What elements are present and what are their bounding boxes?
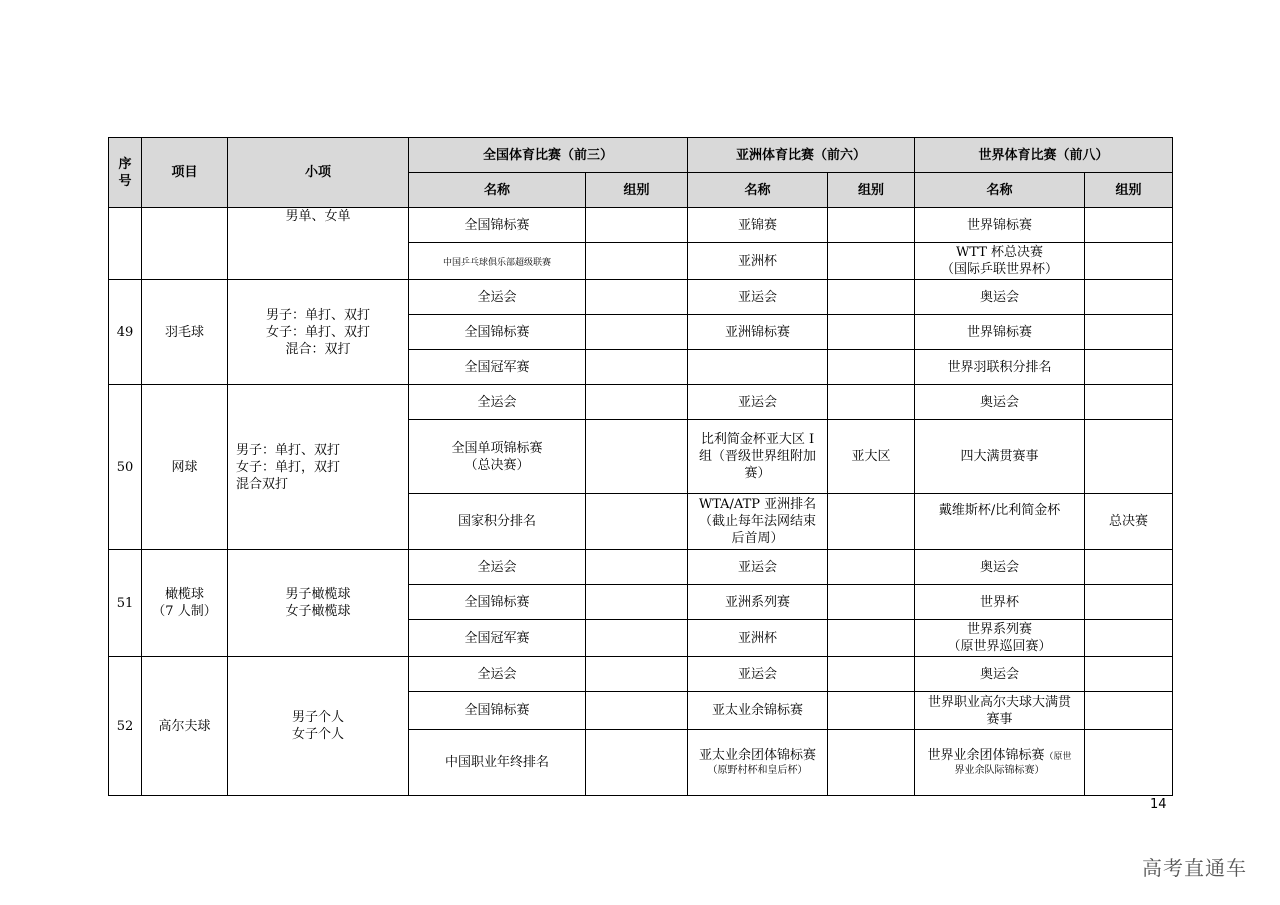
world-name-cell: 世界羽联积分排名	[915, 350, 1085, 385]
national-name-cell: 全运会	[409, 550, 586, 585]
header-project: 项目	[142, 138, 228, 208]
world-group-cell	[1085, 620, 1173, 657]
header-national-group: 组别	[586, 173, 688, 208]
world-name-cell: 奥运会	[915, 657, 1085, 692]
header-world-name: 名称	[915, 173, 1085, 208]
asian-name-cell: 亚锦赛	[688, 208, 828, 243]
world-group-cell	[1085, 692, 1173, 730]
world-name-cell: 世界锦标赛	[915, 208, 1085, 243]
world-group-cell	[1085, 420, 1173, 494]
seq-cell: 52	[109, 657, 142, 796]
project-cell: 羽毛球	[142, 280, 228, 385]
national-name-cell: 全国锦标赛	[409, 315, 586, 350]
national-name-cell: 全国锦标赛	[409, 208, 586, 243]
asian-name-cell	[688, 350, 828, 385]
table-row	[109, 280, 1173, 315]
asian-name-cell: 亚洲杯	[688, 620, 828, 657]
subitem-cell: 男子橄榄球 女子橄榄球	[228, 550, 409, 657]
national-name-cell: 国家积分排名	[409, 494, 586, 550]
header-world-group: 组别	[1085, 173, 1173, 208]
national-name-cell: 全国单项锦标赛 （总决赛）	[409, 420, 586, 494]
national-group-cell	[586, 657, 688, 692]
national-group-cell	[586, 420, 688, 494]
world-group-cell	[1085, 550, 1173, 585]
project-cell: 高尔夫球	[142, 657, 228, 796]
asian-group-cell	[828, 550, 915, 585]
national-group-cell	[586, 585, 688, 620]
watermark: 高考直通车	[1142, 856, 1247, 880]
header-asian: 亚洲体育比赛（前六）	[688, 138, 915, 173]
world-name-cell: 戴维斯杯/比利简金杯	[915, 494, 1085, 550]
national-name-cell: 全运会	[409, 385, 586, 420]
asian-group-cell	[828, 350, 915, 385]
page-number: 14	[1150, 797, 1167, 812]
national-group-cell	[586, 280, 688, 315]
national-name-cell: 全国锦标赛	[409, 585, 586, 620]
national-name-cell: 全国冠军赛	[409, 350, 586, 385]
subitem-cell: 男子个人 女子个人	[228, 657, 409, 796]
asian-group-cell	[828, 315, 915, 350]
world-group-cell	[1085, 280, 1173, 315]
asian-group-cell	[828, 620, 915, 657]
seq-cell: 50	[109, 385, 142, 550]
table-row	[109, 657, 1173, 692]
national-name-cell: 全运会	[409, 280, 586, 315]
world-name-cell: WTT 杯总决赛 （国际乒联世界杯）	[915, 243, 1085, 280]
asian-group-cell	[828, 385, 915, 420]
asian-group-cell	[828, 657, 915, 692]
national-name-cell: 全国冠军赛	[409, 620, 586, 657]
table-row	[109, 385, 1173, 420]
project-cell: 橄榄球 （7 人制）	[142, 550, 228, 657]
national-group-cell	[586, 385, 688, 420]
asian-name-cell: 亚运会	[688, 385, 828, 420]
world-group-cell	[1085, 315, 1173, 350]
national-name-cell: 全运会	[409, 657, 586, 692]
world-name-note-start: （原世	[1044, 752, 1072, 762]
national-group-cell	[586, 350, 688, 385]
seq-cell	[109, 208, 142, 280]
world-name-cell	[915, 730, 1085, 796]
subitem-cell: 男子：单打、双打 女子：单打、双打 混合：双打	[228, 280, 409, 385]
asian-name-cell: 亚洲锦标赛	[688, 315, 828, 350]
asian-group-cell	[828, 730, 915, 796]
world-group-cell	[1085, 208, 1173, 243]
asian-group-cell	[828, 494, 915, 550]
world-group-cell	[1085, 657, 1173, 692]
asian-group-cell	[828, 280, 915, 315]
national-group-cell	[586, 494, 688, 550]
national-group-cell	[586, 208, 688, 243]
world-name-cell: 世界锦标赛	[915, 315, 1085, 350]
world-name-cell: 世界系列赛 （原世界巡回赛）	[915, 620, 1085, 657]
national-name-cell	[409, 243, 586, 280]
project-cell	[142, 208, 228, 280]
subitem-cell: 男单、女单	[228, 208, 409, 280]
asian-name-text: 亚太业余团体锦标赛	[699, 748, 817, 763]
world-name-cell: 世界杯	[915, 585, 1085, 620]
national-name-cell: 全国锦标赛	[409, 692, 586, 730]
header-asian-name: 名称	[688, 173, 828, 208]
national-group-cell	[586, 315, 688, 350]
world-name-cell: 四大满贯赛事	[915, 420, 1085, 494]
world-name-cell: 奥运会	[915, 280, 1085, 315]
asian-group-cell	[828, 692, 915, 730]
asian-name-cell: 亚洲杯	[688, 243, 828, 280]
world-group-cell	[1085, 243, 1173, 280]
asian-name-cell: 比利简金杯亚大区 I 组（晋级世界组附加 赛）	[688, 420, 828, 494]
world-name-cell: 世界职业高尔夫球大满贯 赛事	[915, 692, 1085, 730]
header-asian-group: 组别	[828, 173, 915, 208]
asian-name-cell: WTA/ATP 亚洲排名 （截止每年法网结束 后首周）	[688, 494, 828, 550]
asian-name-cell: 亚太业余锦标赛	[688, 692, 828, 730]
header-world: 世界体育比赛（前八）	[915, 138, 1173, 173]
world-name-text: 世界业余团体锦标赛	[927, 748, 1045, 763]
national-name-text: 中国乒乓球俱乐部超级联赛	[442, 257, 551, 268]
world-group-cell	[1085, 385, 1173, 420]
asian-group-cell: 亚大区	[828, 420, 915, 494]
asian-group-cell	[828, 243, 915, 280]
header-subitem: 小项	[228, 138, 409, 208]
sports-competition-table	[108, 137, 1173, 796]
world-group-cell	[1085, 585, 1173, 620]
national-group-cell	[586, 692, 688, 730]
asian-name-cell	[688, 730, 828, 796]
seq-cell: 49	[109, 280, 142, 385]
asian-group-cell	[828, 208, 915, 243]
header-national-name: 名称	[409, 173, 586, 208]
header-seq: 序 号	[109, 138, 142, 208]
asian-name-cell: 亚洲系列赛	[688, 585, 828, 620]
table-row	[109, 208, 1173, 243]
header-national: 全国体育比赛（前三）	[409, 138, 688, 173]
asian-name-cell: 亚运会	[688, 550, 828, 585]
project-cell: 网球	[142, 385, 228, 550]
seq-cell: 51	[109, 550, 142, 657]
asian-name-note: （原野村杯和皇后杯）	[707, 765, 808, 776]
world-name-note-end: 界业余队际锦标赛）	[954, 765, 1045, 776]
asian-name-cell: 亚运会	[688, 657, 828, 692]
world-name-cell: 奥运会	[915, 550, 1085, 585]
national-group-cell	[586, 620, 688, 657]
world-group-cell: 总决赛	[1085, 494, 1173, 550]
subitem-cell: 男子：单打、双打 女子：单打，双打 混合双打	[228, 385, 409, 550]
national-name-cell: 中国职业年终排名	[409, 730, 586, 796]
world-group-cell	[1085, 730, 1173, 796]
national-group-cell	[586, 550, 688, 585]
world-group-cell	[1085, 350, 1173, 385]
world-name-cell: 奥运会	[915, 385, 1085, 420]
national-group-cell	[586, 243, 688, 280]
table-row	[109, 550, 1173, 585]
asian-name-cell: 亚运会	[688, 280, 828, 315]
national-group-cell	[586, 730, 688, 796]
asian-group-cell	[828, 585, 915, 620]
